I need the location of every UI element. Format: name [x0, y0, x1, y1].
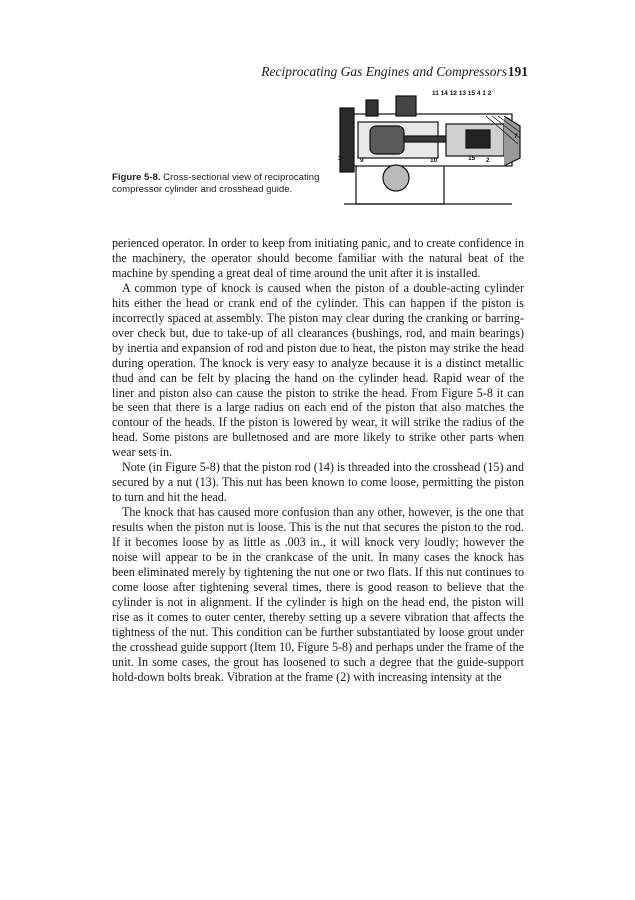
paragraph-3: Note (in Figure 5-8) that the piston rod (14) is threaded into the crosshead (15) and secured by a nut (13). This nut has been known to come loose, permitting the piston to turn and hit the head.	[112, 460, 524, 505]
paragraph-2: A common type of knock is caused when the piston of a double-acting cylinder hits either the head or crank end of the cylinder. This can happen if the piston is incorrectly spaced at assembly. The piston may clear during the cranking or barring-over check but, due to take-up of all clearances (bushings, rod, and main bearings) by inertia and expansion of rod and piston due to heat, the piston may strike the head during operation. The knock is very easy to analyze because it is a distinct metallic thud and can be felt by placing the hand on the cylinder head. Rapid wear of the liner and piston also can cause the piston to strike the head. From Figure 5-8 it can be seen that there is a large radius on each end of the piston that also matches the contour of the heads. If the piston is lowered by wear, it will strike the radius of the head. Some pistons are bulletnosed and are more likely to strike other parts when wear sets in.	[112, 280, 524, 460]
frame	[504, 116, 520, 166]
paragraph-1: perienced operator. In order to keep from initiating panic, and to create confidence in the machinery, the operator should become familiar with the natural beat of the machine by spending a great deal of time around the unit after it is installed.	[112, 236, 524, 280]
compressor-drawing	[336, 86, 522, 211]
valve-top-2	[396, 96, 416, 116]
body-text	[112, 236, 524, 685]
callout-top: 11 14 12 13 15 4 1 2	[432, 90, 492, 97]
figure-label: Figure 5-8.	[112, 172, 161, 183]
callout-3: 3	[338, 155, 342, 162]
callout-15: 15	[468, 155, 476, 162]
callout-7: 7	[514, 133, 518, 140]
figure-caption-text: Cross-sectional view of reciprocating compressor cylinder and crosshead guide.	[112, 172, 320, 195]
figure-caption	[112, 172, 338, 195]
piston	[370, 126, 404, 154]
callout-9: 9	[360, 157, 364, 164]
head-end-flange	[340, 108, 354, 172]
page-number: 191	[507, 64, 528, 79]
paragraph-4: The knock that has caused more confusion than any other, however, is the one that results when the piston nut is loose. This is the nut that secures the piston to the rod. If it becomes loose by as little as .003 in., it will knock very loudly; however the noise will appear to be in the crankcase of the unit. In many cases the knock has been eliminated merely by tightening the nut one or two flats. If this nut continues to come loose after tightening several times, there is good reason to believe that the cylinder is not in alignment. If the cylinder is high on the head end, the piston will rise as it comes to outer center, thereby setting up a severe vibration that affects the tightness of the nut. This condition can be further substantiated by loose grout under the crosshead guide support (Item 10, Figure 5-8) and perhaps under the frame of the unit. In some cases, the grout has loosened to such a degree that the guide-support hold-down bolts break. Vibration at the frame (2) with increasing intensity at the	[112, 505, 524, 684]
compressor-cross-section-figure	[336, 86, 522, 211]
valve-top-1	[366, 100, 378, 116]
callout-2: 2	[486, 157, 490, 164]
crosshead	[466, 130, 490, 148]
running-title: Reciprocating Gas Engines and Compressors	[261, 64, 507, 79]
valve-bottom	[383, 165, 409, 191]
running-head	[0, 64, 635, 82]
callout-10: 10	[430, 157, 438, 164]
